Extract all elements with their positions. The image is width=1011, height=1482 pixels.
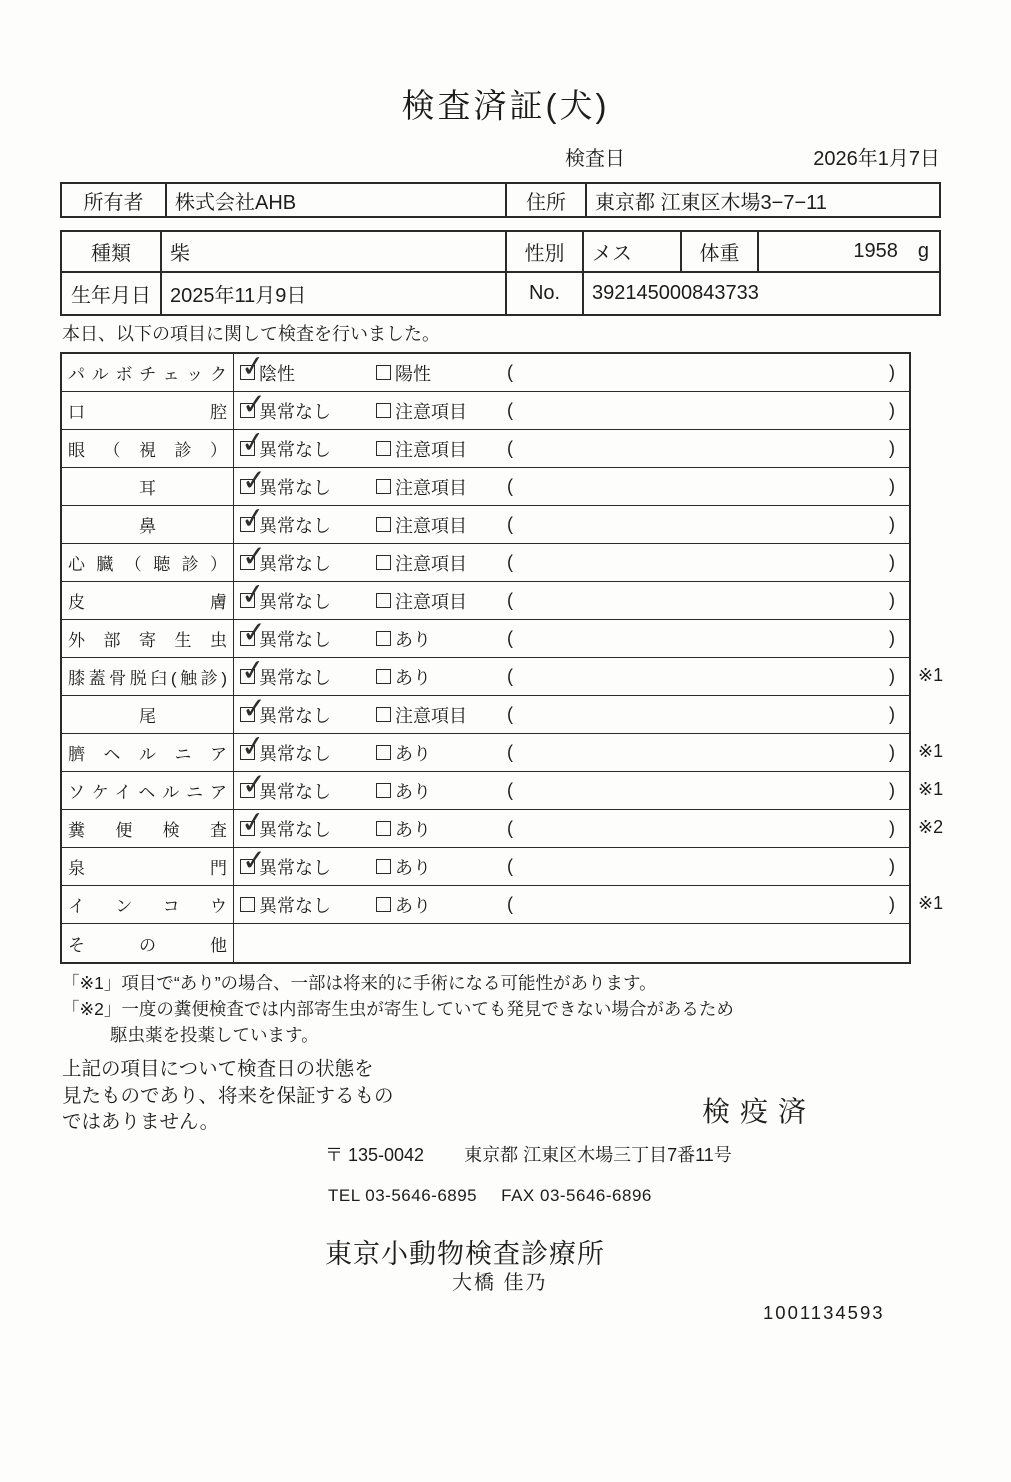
paren-close: ) <box>889 476 895 496</box>
weight-unit: g <box>917 240 929 263</box>
option-secondary <box>370 392 502 429</box>
option-primary <box>234 616 370 657</box>
paren-close: ) <box>889 856 895 876</box>
paren-open: ( <box>507 894 513 914</box>
checkbox-label: あり <box>395 895 431 916</box>
footnote-1: 「※1」項目で“あり”の場合、一部は将来的に手術になる可能性があります。 <box>62 973 657 993</box>
checkmark-icon: ✓ <box>239 805 268 841</box>
checkbox-icon[interactable] <box>239 501 268 537</box>
checklist-item-label: 臍ヘルニア <box>62 734 234 771</box>
checkbox-label: あり <box>395 781 431 802</box>
checklist-item-label: その他 <box>62 924 234 962</box>
checkbox-icon[interactable] <box>376 897 391 912</box>
clinic-contact-line <box>328 1186 652 1206</box>
option-secondary <box>370 430 502 467</box>
checkbox-label: 注意項目 <box>395 705 467 726</box>
checklist-row-inkou <box>62 886 944 924</box>
checklist-row-fecal-exam <box>62 805 944 848</box>
clinic-name: 東京小動物検査診療所 <box>325 1239 605 1269</box>
inspection-date-value: 2026年1月7日 <box>813 148 940 170</box>
checkbox-icon[interactable] <box>376 403 391 418</box>
paren-open: ( <box>507 856 513 876</box>
checkmark-icon: ✓ <box>241 540 268 574</box>
checkmark-icon: ✓ <box>239 729 268 765</box>
checklist-item-label: パルボチェック <box>62 354 234 391</box>
checklist-item-label: インコウ <box>62 886 234 923</box>
checkbox-label: 異常なし <box>259 895 331 916</box>
option-secondary <box>370 506 502 543</box>
checklist-item-label: 心臓（聴診） <box>62 544 234 581</box>
note-reference: ※1 <box>918 779 944 799</box>
paren-close: ) <box>889 362 895 382</box>
option-primary <box>234 924 370 962</box>
paren-open: ( <box>507 514 513 534</box>
disclaimer-line-1: 上記の項目について検査日の状態を <box>62 1058 374 1080</box>
paren-open: ( <box>507 438 513 458</box>
fax-number: FAX 03-5646-6896 <box>501 1186 652 1205</box>
checklist-row-patella <box>62 653 944 696</box>
option-primary <box>234 501 370 543</box>
checkbox-icon[interactable] <box>376 593 391 608</box>
checkmark-icon: ✓ <box>241 768 268 802</box>
tel-number: TEL 03-5646-6895 <box>328 1186 478 1205</box>
owner-label: 所有者 <box>62 184 167 216</box>
note-reference: ※1 <box>918 741 944 761</box>
checklist-item-label: 眼（視診） <box>62 430 234 467</box>
address-label: 住所 <box>507 184 587 216</box>
pet-row-1 <box>62 232 939 273</box>
checkbox-icon[interactable] <box>376 631 391 646</box>
checkbox-icon[interactable] <box>240 388 268 422</box>
checkbox-label: 注意項目 <box>395 591 467 612</box>
option-secondary <box>370 354 502 391</box>
checkbox-label: 異常なし <box>259 401 331 422</box>
paren-open: ( <box>507 476 513 496</box>
checklist-row-external-parasites <box>62 616 909 658</box>
option-secondary <box>370 810 502 847</box>
option-secondary <box>370 924 502 962</box>
checklist-row-umbilical-hernia <box>62 729 944 772</box>
clinic-address-line <box>325 1141 732 1167</box>
note-reference: ※1 <box>918 665 944 685</box>
checkbox-icon[interactable] <box>376 821 391 836</box>
owner-name: 株式会社AHB <box>167 184 507 216</box>
disclaimer-line-2: 見たものであり、将来を保証するもの <box>62 1084 394 1107</box>
checkbox-label: 異常なし <box>259 553 331 574</box>
intro-text: 本日、以下の項目に関して検査を行いました。 <box>62 324 440 344</box>
clinic-address: 東京都 江東区木場三丁目7番11号 <box>464 1145 732 1165</box>
remarks-field <box>502 810 909 847</box>
option-secondary <box>370 848 502 885</box>
checklist-item-label: 皮膚 <box>62 582 234 619</box>
checklist-item-label: 糞便検査 <box>62 810 234 847</box>
checkmark-icon: ✓ <box>239 653 268 689</box>
checkbox-label: 陽性 <box>395 363 431 384</box>
breed-label: 種類 <box>62 232 162 271</box>
checkbox-icon[interactable] <box>376 859 391 874</box>
option-primary <box>234 886 370 923</box>
veterinarian-name: 大橋 佳乃 <box>452 1272 548 1294</box>
checklist-row-inguinal-hernia <box>62 768 944 810</box>
paren-close: ) <box>889 514 895 534</box>
paren-open: ( <box>507 704 513 724</box>
checkbox-icon[interactable] <box>376 707 391 722</box>
checklist-row-heart <box>62 540 909 582</box>
paren-open: ( <box>507 818 513 838</box>
remarks-field <box>502 392 909 429</box>
remarks-field <box>502 772 909 809</box>
checkbox-icon[interactable] <box>376 365 391 380</box>
checkbox-icon[interactable] <box>240 844 268 878</box>
checkbox-icon[interactable] <box>239 653 268 689</box>
breed-value: 柴 <box>162 232 507 271</box>
checklist-row-ears <box>62 464 909 506</box>
remarks-field <box>502 544 909 581</box>
owner-row <box>62 184 939 216</box>
checkbox-icon[interactable] <box>240 692 268 726</box>
paren-close: ) <box>889 894 895 914</box>
option-secondary <box>370 544 502 581</box>
checkbox-icon[interactable] <box>240 616 268 650</box>
paren-open: ( <box>507 400 513 420</box>
disclaimer <box>62 1056 394 1136</box>
remarks-field <box>502 354 909 391</box>
checkbox-icon[interactable] <box>240 768 268 802</box>
checkbox-label: 異常なし <box>259 591 331 612</box>
checkbox-icon[interactable] <box>376 441 391 456</box>
checklist-row-eyes <box>62 425 909 468</box>
checklist-row-tail <box>62 692 909 734</box>
checklist-row-fontanelle <box>62 844 909 886</box>
checkmark-icon: ✓ <box>241 464 268 498</box>
checkbox-label: 異常なし <box>259 781 331 802</box>
option-secondary <box>370 582 502 619</box>
checkbox-label: 異常なし <box>259 667 331 688</box>
option-secondary <box>370 468 502 505</box>
checkbox-icon[interactable] <box>240 540 268 574</box>
checkbox-icon[interactable] <box>376 479 391 494</box>
checkbox-label: あり <box>395 819 431 840</box>
checklist-item-label: 膝蓋骨脱臼(触診) <box>62 658 234 695</box>
paren-open: ( <box>507 552 513 572</box>
checkbox-label: 異常なし <box>259 819 331 840</box>
sex-label: 性別 <box>507 232 584 271</box>
paren-close: ) <box>889 438 895 458</box>
checklist-item-label: 耳 <box>62 468 234 505</box>
checklist-item-label: 外部寄生虫 <box>62 620 234 657</box>
checkbox-label: 異常なし <box>259 743 331 764</box>
option-primary <box>234 729 370 771</box>
id-number-label: No. <box>507 273 584 314</box>
paren-open: ( <box>507 666 513 686</box>
checkbox-label: あり <box>395 629 431 650</box>
sex-value: メス <box>584 232 682 271</box>
remarks-field <box>502 924 909 962</box>
option-primary <box>234 540 370 581</box>
checkbox-icon[interactable] <box>239 349 268 385</box>
checkbox-icon[interactable] <box>376 555 391 570</box>
checkbox-label: 異常なし <box>259 857 331 878</box>
quarantine-stamp: 検疫済 <box>702 1096 817 1127</box>
paren-close: ) <box>889 628 895 648</box>
checkbox-label: 異常なし <box>259 705 331 726</box>
footnote-2-line-2: 駆虫薬を投薬しています。 <box>110 1025 319 1045</box>
paren-open: ( <box>507 742 513 762</box>
pet-row-2 <box>62 273 939 314</box>
serial-number: 1001134593 <box>763 1302 885 1323</box>
birthdate-label: 生年月日 <box>62 273 162 314</box>
checkbox-label: 注意項目 <box>395 401 467 422</box>
checkmark-icon: ✓ <box>241 388 268 422</box>
checkbox-label: あり <box>395 667 431 688</box>
footnote-2-line-1: 「※2」一度の糞便検査では内部寄生虫が寄生していても発見できない場合があるため <box>62 999 734 1019</box>
checkmark-icon: ✓ <box>239 425 268 461</box>
option-secondary <box>370 696 502 733</box>
checkbox-label: 異常なし <box>259 439 331 460</box>
checkbox-icon[interactable] <box>239 805 268 841</box>
note-reference: ※2 <box>918 817 944 837</box>
remarks-field <box>502 696 909 733</box>
paren-close: ) <box>889 552 895 572</box>
id-number-value: 392145000843733 <box>592 282 759 305</box>
paren-open: ( <box>507 628 513 648</box>
checkbox-label: 異常なし <box>259 477 331 498</box>
checkbox-icon[interactable] <box>239 577 268 613</box>
page-title: 検査済証(犬) <box>401 87 610 124</box>
checkmark-icon: ✓ <box>239 501 268 537</box>
paren-close: ) <box>889 704 895 724</box>
checkbox-label: 注意項目 <box>395 553 467 574</box>
paren-close: ) <box>889 666 895 686</box>
remarks-field <box>502 582 909 619</box>
checkbox-icon[interactable] <box>240 897 255 912</box>
note-reference: ※1 <box>918 893 944 913</box>
checklist-row-other <box>62 924 909 962</box>
checkbox-label: 注意項目 <box>395 439 467 460</box>
option-primary <box>234 577 370 619</box>
checkbox-icon[interactable] <box>376 669 391 684</box>
postal-code: 〒 135-0042 <box>325 1145 425 1165</box>
paren-close: ) <box>889 742 895 762</box>
option-primary <box>234 768 370 809</box>
pet-table <box>60 230 941 316</box>
checkbox-icon[interactable] <box>239 425 268 461</box>
checkmark-icon: ✓ <box>239 577 268 613</box>
checkbox-label: 異常なし <box>259 629 331 650</box>
paren-close: ) <box>889 400 895 420</box>
weight-value <box>759 232 939 271</box>
checklist-row-nose <box>62 501 909 544</box>
option-primary <box>234 464 370 505</box>
paren-open: ( <box>507 780 513 800</box>
checkbox-icon[interactable] <box>376 745 391 760</box>
checkbox-label: 陰性 <box>259 363 295 384</box>
checkmark-icon: ✓ <box>241 692 268 726</box>
remarks-field <box>502 506 909 543</box>
option-secondary <box>370 658 502 695</box>
paren-close: ) <box>889 780 895 800</box>
checkmark-icon: ✓ <box>241 844 268 878</box>
checkbox-label: 注意項目 <box>395 515 467 536</box>
checklist-row-skin <box>62 577 909 620</box>
address-value: 東京都 江東区木場3−7−11 <box>595 191 827 214</box>
checkbox-icon[interactable] <box>240 464 268 498</box>
checkbox-label: あり <box>395 857 431 878</box>
option-primary <box>234 425 370 467</box>
checkbox-label: 異常なし <box>259 515 331 536</box>
birthdate-value: 2025年11月9日 <box>162 273 507 314</box>
option-primary <box>234 349 370 391</box>
checkmark-icon: ✓ <box>239 349 268 385</box>
option-secondary <box>370 772 502 809</box>
remarks-field <box>502 734 909 771</box>
option-secondary <box>370 620 502 657</box>
checklist-item-label: ソケイヘルニア <box>62 772 234 809</box>
checklist-table <box>60 349 944 964</box>
checkmark-icon: ✓ <box>241 616 268 650</box>
option-secondary <box>370 886 502 923</box>
checkbox-icon[interactable] <box>239 729 268 765</box>
disclaimer-line-3: ではありません。 <box>62 1111 220 1133</box>
footnotes <box>62 970 734 1048</box>
paren-close: ) <box>889 590 895 610</box>
checkbox-label: 注意項目 <box>395 477 467 498</box>
option-primary <box>234 844 370 885</box>
checklist-item-label: 尾 <box>62 696 234 733</box>
inspection-date-label: 検査日 <box>565 148 625 170</box>
checkbox-label: あり <box>395 743 431 764</box>
option-primary <box>234 388 370 429</box>
remarks-field <box>502 886 909 923</box>
weight-label: 体重 <box>682 232 759 271</box>
remarks-field <box>502 848 909 885</box>
checklist-item-label: 泉門 <box>62 848 234 885</box>
option-primary <box>234 653 370 695</box>
remarks-field <box>502 658 909 695</box>
paren-open: ( <box>507 362 513 382</box>
remarks-field <box>502 468 909 505</box>
checklist-item-label: 鼻 <box>62 506 234 543</box>
remarks-field <box>502 620 909 657</box>
remarks-field <box>502 430 909 467</box>
weight-number: 1958 <box>853 240 898 263</box>
paren-close: ) <box>889 818 895 838</box>
checkbox-icon[interactable] <box>376 517 391 532</box>
option-primary <box>234 805 370 847</box>
owner-table <box>60 182 941 218</box>
paren-open: ( <box>507 590 513 610</box>
checklist-row-mouth <box>62 388 909 430</box>
checklist-row-parvo <box>62 349 909 392</box>
checkbox-icon[interactable] <box>376 783 391 798</box>
checklist-item-label: 口腔 <box>62 392 234 429</box>
option-secondary <box>370 734 502 771</box>
option-primary <box>234 692 370 733</box>
